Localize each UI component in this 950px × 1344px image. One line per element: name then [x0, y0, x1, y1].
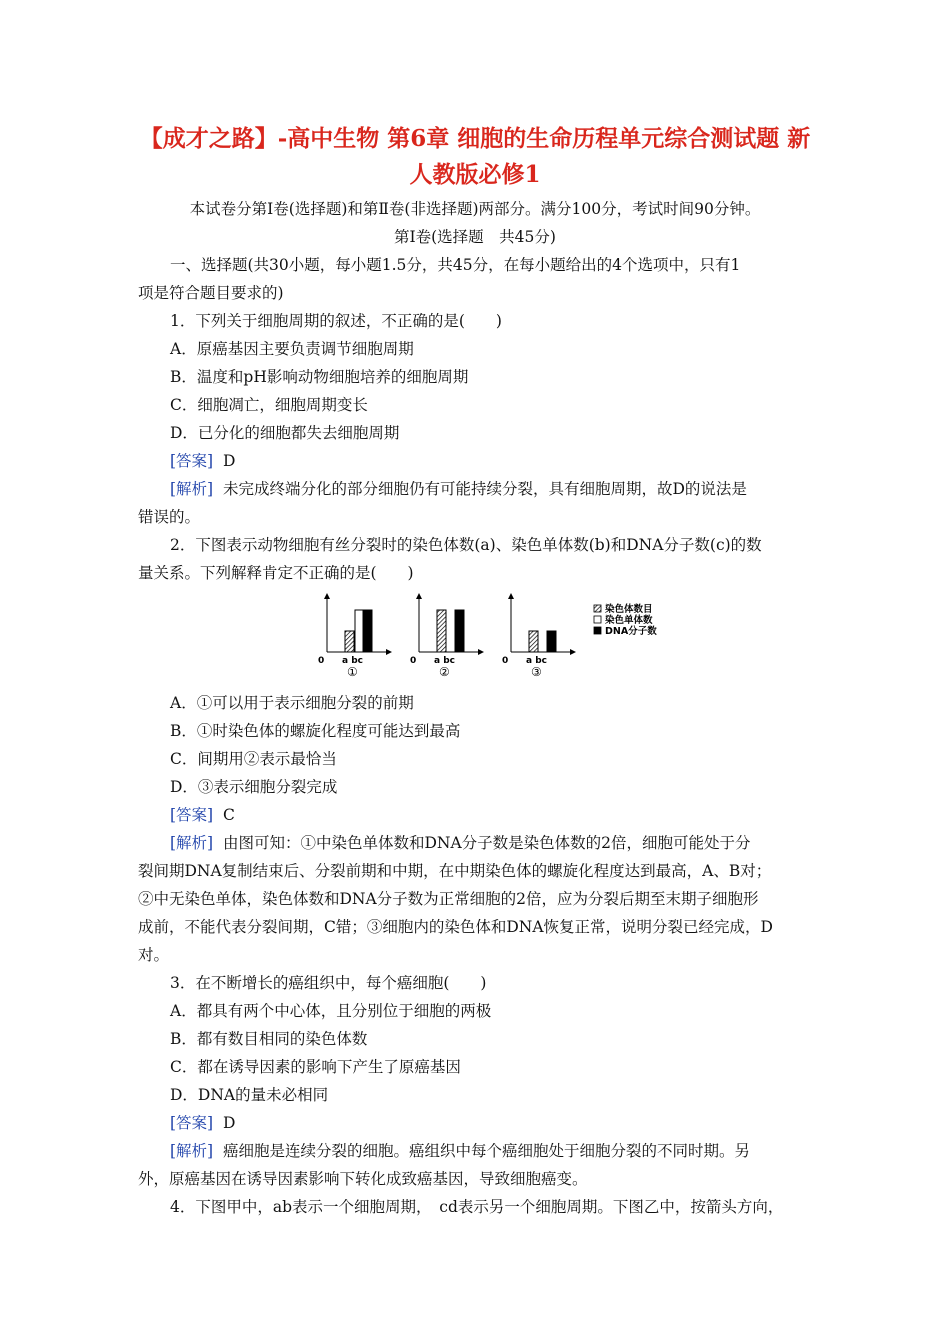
- q1-option-d: D．已分化的细胞都失去细胞周期: [170, 424, 400, 442]
- axis-origin-label: 0: [502, 656, 509, 666]
- q2-analysis-line2: 裂间期DNA复制结束后、分裂前期和中期，在中期染色体的螺旋化程度达到最高，A、B对；: [138, 862, 772, 880]
- chart-panel-1: [318, 596, 389, 679]
- q2-analysis-line5: 对。: [138, 946, 170, 964]
- q2-stem-line2: 量关系。下列解释肯定不正确的是( ): [138, 564, 414, 582]
- bar-c-panel-1: [363, 610, 372, 652]
- q2-analysis-line4: 成前，不能代表分裂间期，C错；③细胞内的染色体和DNA恢复正常，说明分裂已经完成，D: [138, 918, 773, 936]
- q2-answer: [170, 805, 235, 825]
- q2-stem-line1: 2．下图表示动物细胞有丝分裂时的染色体数(a)、染色单体数(b)和DNA分子数(c)的数: [170, 536, 762, 554]
- q3-analysis-line2: 外，原癌基因在诱导因素影响下转化成致癌基因，导致细胞癌变。: [138, 1170, 588, 1188]
- q2-analysis-line3: ②中无染色单体，染色体数和DNA分子数为正常细胞的2倍，应为分裂后期至末期子细胞形: [138, 890, 759, 908]
- axis-origin-label: 0: [410, 656, 417, 666]
- panel-label: ①: [347, 665, 358, 679]
- section-heading: 第Ⅰ卷(选择题 共45分): [394, 228, 556, 246]
- doc-title-line1: 【成才之路】-高中生物 第6章 细胞的生命历程单元综合测试题 新: [139, 125, 811, 152]
- bar-a-panel-1: [345, 631, 354, 652]
- instructions-line2: 项是符合题目要求的): [138, 284, 284, 302]
- q2-option-b: B．①时染色体的螺旋化程度可能达到最高: [170, 722, 461, 740]
- panel-label: ②: [439, 665, 450, 679]
- q1-option-b: B．温度和pH影响动物细胞培养的细胞周期: [170, 368, 469, 386]
- q3-option-a: A．都具有两个中心体，且分别位于细胞的两极: [170, 1002, 492, 1020]
- q3-stem: 3．在不断增长的癌组织中，每个癌细胞( ): [170, 974, 487, 992]
- q2-analysis-text: 由图可知：①中染色单体数和DNA分子数是染色体数的2倍，细胞可能处于分: [222, 834, 751, 852]
- q2-option-a: A．①可以用于表示细胞分裂的前期: [170, 694, 414, 712]
- tick-labels: a bc: [434, 656, 455, 666]
- answer-tag: [答案]: [170, 452, 214, 470]
- q3-answer-value: D: [222, 1114, 236, 1132]
- answer-tag: [答案]: [170, 1114, 214, 1132]
- legend-swatch-1: [594, 605, 601, 612]
- q3-option-b: B．都有数目相同的染色体数: [170, 1030, 368, 1048]
- instructions-line1: 一、选择题(共30小题，每小题1.5分，共45分，在每小题给出的4个选项中，只有1: [170, 256, 741, 274]
- q2-option-d: D．③表示细胞分裂完成: [170, 778, 338, 796]
- legend-label-3: DNA分子数: [605, 626, 657, 637]
- analysis-tag: [解析]: [170, 834, 214, 852]
- bar-a-panel-2: [437, 610, 446, 652]
- q2-answer-value: C: [222, 806, 235, 824]
- q1-answer: [170, 451, 235, 471]
- q1-stem: 1．下列关于细胞周期的叙述，不正确的是( ): [170, 312, 502, 330]
- q4-stem-line1: 4．下图甲中，ab表示一个细胞周期， cd表示另一个细胞周期。下图乙中，按箭头方向，: [170, 1198, 784, 1216]
- q3-analysis-text: 癌细胞是连续分裂的细胞。癌组织中每个癌细胞处于细胞分裂的不同时期。另: [222, 1142, 750, 1160]
- legend-swatch-3: [594, 627, 601, 634]
- panel-label: ③: [531, 665, 542, 679]
- chart-panel-3: [502, 596, 573, 679]
- axis-origin-label: 0: [318, 656, 325, 666]
- bar-a-panel-3: [529, 631, 538, 652]
- bar-c-panel-2: [455, 610, 464, 652]
- answer-tag: [答案]: [170, 806, 214, 824]
- q2-option-c: C．间期用②表示最恰当: [170, 750, 337, 768]
- q1-option-c: C．细胞凋亡，细胞周期变长: [170, 396, 368, 414]
- doc-title-line2: 人教版必修1: [409, 161, 541, 188]
- q1-analysis-line2: 错误的。: [138, 508, 201, 526]
- q3-option-c: C．都在诱导因素的影响下产生了原癌基因: [170, 1058, 461, 1076]
- q3-answer: [170, 1113, 235, 1133]
- legend-label-2: 染色单体数: [605, 615, 653, 626]
- chart-panel-2: [410, 596, 481, 679]
- analysis-tag: [解析]: [170, 480, 214, 498]
- legend-label-1: 染色体数目: [605, 604, 653, 615]
- q1-option-a: A．原癌基因主要负责调节细胞周期: [170, 340, 414, 358]
- q1-answer-value: D: [222, 452, 236, 470]
- q1-analysis-line1: [170, 479, 747, 499]
- bar-c-panel-3: [547, 631, 556, 652]
- q3-analysis-line1: [170, 1141, 750, 1161]
- tick-labels: a bc: [526, 656, 547, 666]
- q2-analysis-line1: [170, 833, 751, 853]
- q1-analysis-text: 未完成终端分化的部分细胞仍有可能持续分裂，具有细胞周期，故D的说法是: [222, 480, 747, 498]
- legend-swatch-2: [594, 616, 601, 623]
- tick-labels: a bc: [342, 656, 363, 666]
- analysis-tag: [解析]: [170, 1142, 214, 1160]
- intro-text: 本试卷分第Ⅰ卷(选择题)和第Ⅱ卷(非选择题)两部分。满分100分，考试时间90分钟。: [189, 200, 761, 218]
- q3-option-d: D．DNA的量未必相同: [170, 1086, 329, 1104]
- chromosome-bar-chart: [315, 590, 675, 680]
